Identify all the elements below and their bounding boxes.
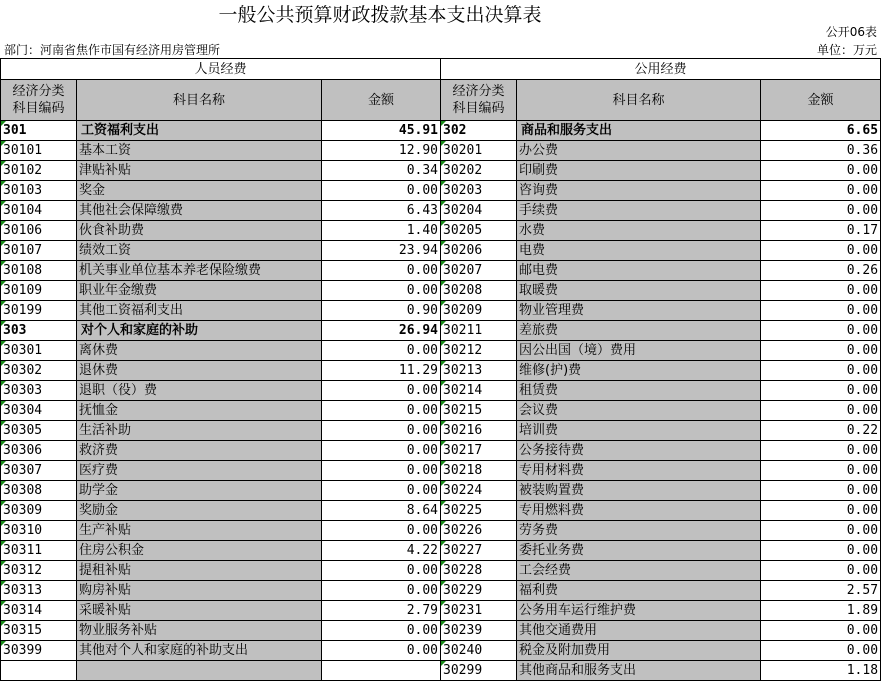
left-amount-cell[interactable]: 26.94 [322, 321, 441, 341]
right-code-cell[interactable]: 30225 [441, 501, 517, 521]
left-code-cell[interactable]: 30101 [1, 141, 77, 161]
table-row [1, 281, 881, 301]
code-header-text: 经济分类 科目编码 [12, 84, 65, 116]
table-row [1, 161, 881, 181]
right-amount-cell[interactable]: 0.00 [761, 181, 881, 201]
left-amount-cell[interactable]: 12.90 [322, 141, 441, 161]
left-code-cell[interactable]: 30309 [1, 501, 77, 521]
table-row [1, 641, 881, 661]
right-code-cell[interactable]: 30208 [441, 281, 517, 301]
group-header-row [1, 59, 881, 80]
right-name-cell[interactable]: 咨询费 [517, 181, 761, 201]
left-code-cell[interactable]: 301 [1, 121, 77, 141]
right-code-cell[interactable]: 30206 [441, 241, 517, 261]
right-amount-cell[interactable]: 0.26 [761, 261, 881, 281]
left-name-cell[interactable]: 其他对个人和家庭的补助支出 [77, 641, 322, 661]
code-header-text: 经济分类 科目编码 [452, 84, 505, 116]
left-amount-cell[interactable]: 0.00 [322, 561, 441, 581]
right-name-cell[interactable]: 培训费 [517, 421, 761, 441]
right-code-cell[interactable]: 30211 [441, 321, 517, 341]
table-row [1, 601, 881, 621]
table-row [1, 121, 881, 141]
left-name-cell[interactable]: 奖金 [77, 181, 322, 201]
table-row [1, 521, 881, 541]
right-code-header [441, 80, 517, 121]
left-amount-cell[interactable]: 6.43 [322, 201, 441, 221]
left-code-cell[interactable]: 30199 [1, 301, 77, 321]
right-amount-cell[interactable]: 0.00 [761, 381, 881, 401]
left-code-cell[interactable]: 303 [1, 321, 77, 341]
left-name-cell[interactable] [77, 661, 322, 681]
left-amount-cell[interactable]: 2.79 [322, 601, 441, 621]
left-code-cell[interactable]: 30307 [1, 461, 77, 481]
left-amount-cell[interactable]: 0.00 [322, 421, 441, 441]
right-code-cell[interactable]: 30215 [441, 401, 517, 421]
right-amount-cell[interactable]: 0.00 [761, 161, 881, 181]
table-row [1, 381, 881, 401]
left-name-cell[interactable]: 工资福利支出 [77, 121, 322, 141]
left-amount-cell[interactable]: 0.00 [322, 481, 441, 501]
left-code-cell[interactable]: 30107 [1, 241, 77, 261]
table-row [1, 441, 881, 461]
right-name-cell[interactable]: 商品和服务支出 [517, 121, 761, 141]
right-name-cell[interactable]: 邮电费 [517, 261, 761, 281]
left-amount-cell[interactable] [322, 661, 441, 681]
right-amount-cell[interactable]: 0.00 [761, 441, 881, 461]
left-name-cell[interactable]: 奖励金 [77, 501, 322, 521]
table-row [1, 581, 881, 601]
right-name-cell[interactable]: 福利费 [517, 581, 761, 601]
left-amount-cell[interactable]: 0.00 [322, 381, 441, 401]
table-row [1, 481, 881, 501]
right-name-cell[interactable]: 专用材料费 [517, 461, 761, 481]
table-row [1, 341, 881, 361]
left-name-cell[interactable]: 助学金 [77, 481, 322, 501]
table-row [1, 501, 881, 521]
right-code-cell[interactable]: 30203 [441, 181, 517, 201]
left-name-cell[interactable]: 生活补助 [77, 421, 322, 441]
left-code-cell[interactable]: 30302 [1, 361, 77, 381]
right-code-cell[interactable]: 30226 [441, 521, 517, 541]
right-name-cell[interactable]: 公务接待费 [517, 441, 761, 461]
right-amount-cell[interactable]: 0.00 [761, 201, 881, 221]
left-name-cell[interactable]: 退职（役）费 [77, 381, 322, 401]
right-name-cell[interactable]: 被装购置费 [517, 481, 761, 501]
right-amount-cell[interactable]: 0.00 [761, 341, 881, 361]
right-name-cell[interactable]: 维修(护)费 [517, 361, 761, 381]
left-code-cell[interactable]: 30314 [1, 601, 77, 621]
right-name-cell[interactable]: 因公出国（境）费用 [517, 341, 761, 361]
right-amount-cell[interactable]: 1.89 [761, 601, 881, 621]
table-row [1, 361, 881, 381]
right-amount-cell[interactable]: 0.00 [761, 621, 881, 641]
personnel-header: 人员经费 [1, 59, 441, 80]
right-name-cell[interactable]: 手续费 [517, 201, 761, 221]
left-amount-header: 金额 [322, 80, 441, 121]
left-code-cell[interactable]: 30308 [1, 481, 77, 501]
left-name-cell[interactable]: 津贴补贴 [77, 161, 322, 181]
left-name-cell[interactable]: 机关事业单位基本养老保险缴费 [77, 261, 322, 281]
left-name-cell[interactable]: 其他工资福利支出 [77, 301, 322, 321]
right-name-cell[interactable]: 工会经费 [517, 561, 761, 581]
left-code-cell[interactable]: 30311 [1, 541, 77, 561]
left-amount-cell[interactable]: 45.91 [322, 121, 441, 141]
left-amount-cell[interactable]: 4.22 [322, 541, 441, 561]
right-amount-cell[interactable]: 0.00 [761, 301, 881, 321]
left-name-cell[interactable]: 其他社会保障缴费 [77, 201, 322, 221]
right-amount-cell[interactable]: 0.36 [761, 141, 881, 161]
left-code-cell[interactable]: 30102 [1, 161, 77, 181]
left-name-cell[interactable]: 离休费 [77, 341, 322, 361]
table-row [1, 561, 881, 581]
left-name-cell[interactable]: 购房补贴 [77, 581, 322, 601]
left-code-cell[interactable]: 30103 [1, 181, 77, 201]
right-code-cell[interactable]: 30214 [441, 381, 517, 401]
left-amount-cell[interactable]: 0.00 [322, 181, 441, 201]
left-amount-cell[interactable]: 1.40 [322, 221, 441, 241]
right-amount-cell[interactable]: 2.57 [761, 581, 881, 601]
right-code-cell[interactable]: 30299 [441, 661, 517, 681]
left-name-cell[interactable]: 抚恤金 [77, 401, 322, 421]
left-name-cell[interactable]: 救济费 [77, 441, 322, 461]
table-row [1, 621, 881, 641]
left-code-cell[interactable] [1, 661, 77, 681]
table-row [1, 461, 881, 481]
right-amount-cell[interactable]: 0.22 [761, 421, 881, 441]
report-title: 一般公共预算财政拨款基本支出决算表 [218, 4, 542, 26]
left-name-cell[interactable]: 职业年金缴费 [77, 281, 322, 301]
left-code-cell[interactable]: 30305 [1, 421, 77, 441]
left-name-cell[interactable]: 住房公积金 [77, 541, 322, 561]
right-name-cell[interactable]: 差旅费 [517, 321, 761, 341]
left-code-cell[interactable]: 30313 [1, 581, 77, 601]
right-name-header: 科目名称 [517, 80, 761, 121]
right-code-cell[interactable]: 30205 [441, 221, 517, 241]
left-amount-cell[interactable]: 0.34 [322, 161, 441, 181]
left-code-cell[interactable]: 30306 [1, 441, 77, 461]
left-name-cell[interactable]: 生产补贴 [77, 521, 322, 541]
left-amount-cell[interactable]: 0.00 [322, 401, 441, 421]
left-amount-cell[interactable]: 0.00 [322, 461, 441, 481]
right-name-cell[interactable]: 租赁费 [517, 381, 761, 401]
left-amount-cell[interactable]: 0.00 [322, 441, 441, 461]
left-amount-cell[interactable]: 0.00 [322, 641, 441, 661]
left-code-cell[interactable]: 30106 [1, 221, 77, 241]
left-code-cell[interactable]: 30310 [1, 521, 77, 541]
right-name-cell[interactable]: 电费 [517, 241, 761, 261]
right-code-cell[interactable]: 30204 [441, 201, 517, 221]
unit-label: 单位：万元 [816, 43, 877, 57]
right-amount-cell[interactable]: 0.00 [761, 361, 881, 381]
table-number: 公开06表 [825, 25, 877, 39]
right-name-cell[interactable]: 会议费 [517, 401, 761, 421]
right-name-cell[interactable]: 物业管理费 [517, 301, 761, 321]
left-amount-cell[interactable]: 11.29 [322, 361, 441, 381]
right-amount-cell[interactable]: 0.00 [761, 401, 881, 421]
right-code-cell[interactable]: 30207 [441, 261, 517, 281]
right-name-cell[interactable]: 劳务费 [517, 521, 761, 541]
left-amount-cell[interactable]: 0.00 [322, 521, 441, 541]
left-amount-cell[interactable]: 0.00 [322, 281, 441, 301]
right-name-cell[interactable]: 委托业务费 [517, 541, 761, 561]
right-code-cell[interactable]: 30231 [441, 601, 517, 621]
table-row [1, 321, 881, 341]
left-code-cell[interactable]: 30315 [1, 621, 77, 641]
left-name-cell[interactable]: 伙食补助费 [77, 221, 322, 241]
right-name-cell[interactable]: 税金及附加费用 [517, 641, 761, 661]
table-row [1, 421, 881, 441]
department-label: 部门：河南省焦作市国有经济用房管理所 [4, 43, 221, 57]
right-code-cell[interactable]: 30239 [441, 621, 517, 641]
right-amount-cell[interactable]: 0.00 [761, 281, 881, 301]
public-header: 公用经费 [441, 59, 881, 80]
left-name-header: 科目名称 [77, 80, 322, 121]
left-name-cell[interactable]: 物业服务补贴 [77, 621, 322, 641]
left-name-cell[interactable]: 基本工资 [77, 141, 322, 161]
left-code-cell[interactable]: 30108 [1, 261, 77, 281]
table-row [1, 221, 881, 241]
right-code-cell[interactable]: 30216 [441, 421, 517, 441]
right-amount-cell[interactable]: 1.18 [761, 661, 881, 681]
left-code-cell[interactable]: 30104 [1, 201, 77, 221]
right-amount-cell[interactable]: 0.00 [761, 481, 881, 501]
left-name-cell[interactable]: 采暖补贴 [77, 601, 322, 621]
left-amount-cell[interactable]: 0.00 [322, 581, 441, 601]
right-code-cell[interactable]: 30229 [441, 581, 517, 601]
right-amount-header: 金额 [761, 80, 881, 121]
right-amount-cell[interactable]: 0.00 [761, 321, 881, 341]
right-amount-cell[interactable]: 0.00 [761, 241, 881, 261]
table-row [1, 301, 881, 321]
right-name-cell[interactable]: 公务用车运行维护费 [517, 601, 761, 621]
left-name-cell[interactable]: 对个人和家庭的补助 [77, 321, 322, 341]
right-code-cell[interactable]: 30228 [441, 561, 517, 581]
right-amount-cell[interactable]: 0.00 [761, 541, 881, 561]
table-row [1, 141, 881, 161]
column-header-row [1, 80, 881, 121]
table-row [1, 661, 881, 681]
right-code-cell[interactable]: 30224 [441, 481, 517, 501]
left-name-cell[interactable]: 退休费 [77, 361, 322, 381]
left-code-cell[interactable]: 30304 [1, 401, 77, 421]
table-row [1, 181, 881, 201]
right-amount-cell[interactable]: 0.00 [761, 501, 881, 521]
right-name-cell[interactable]: 其他交通费用 [517, 621, 761, 641]
right-code-cell[interactable]: 30212 [441, 341, 517, 361]
right-code-cell[interactable]: 30227 [441, 541, 517, 561]
left-amount-cell[interactable]: 23.94 [322, 241, 441, 261]
right-code-cell[interactable]: 30209 [441, 301, 517, 321]
left-code-cell[interactable]: 30303 [1, 381, 77, 401]
left-amount-cell[interactable]: 0.90 [322, 301, 441, 321]
table-row [1, 241, 881, 261]
right-amount-cell[interactable]: 6.65 [761, 121, 881, 141]
right-amount-cell[interactable]: 0.00 [761, 641, 881, 661]
expenditure-table [0, 58, 881, 681]
right-code-cell[interactable]: 30201 [441, 141, 517, 161]
left-code-header [1, 80, 77, 121]
right-amount-cell[interactable]: 0.00 [761, 461, 881, 481]
left-amount-cell[interactable]: 8.64 [322, 501, 441, 521]
left-name-cell[interactable]: 提租补贴 [77, 561, 322, 581]
right-name-cell[interactable]: 印刷费 [517, 161, 761, 181]
left-code-cell[interactable]: 30109 [1, 281, 77, 301]
right-amount-cell[interactable]: 0.17 [761, 221, 881, 241]
left-amount-cell[interactable]: 0.00 [322, 621, 441, 641]
right-amount-cell[interactable]: 0.00 [761, 521, 881, 541]
right-amount-cell[interactable]: 0.00 [761, 561, 881, 581]
left-amount-cell[interactable]: 0.00 [322, 261, 441, 281]
left-code-cell[interactable]: 30312 [1, 561, 77, 581]
right-code-cell[interactable]: 30202 [441, 161, 517, 181]
left-amount-cell[interactable]: 0.00 [322, 341, 441, 361]
table-row [1, 401, 881, 421]
left-code-cell[interactable]: 30399 [1, 641, 77, 661]
table-row [1, 541, 881, 561]
right-name-cell[interactable]: 办公费 [517, 141, 761, 161]
right-code-cell[interactable]: 30217 [441, 441, 517, 461]
left-code-cell[interactable]: 30301 [1, 341, 77, 361]
right-name-cell[interactable]: 其他商品和服务支出 [517, 661, 761, 681]
left-name-cell[interactable]: 医疗费 [77, 461, 322, 481]
right-code-cell[interactable]: 30218 [441, 461, 517, 481]
left-name-cell[interactable]: 绩效工资 [77, 241, 322, 261]
right-code-cell[interactable]: 30240 [441, 641, 517, 661]
table-row [1, 261, 881, 281]
right-code-cell[interactable]: 30213 [441, 361, 517, 381]
right-name-cell[interactable]: 水费 [517, 221, 761, 241]
table-row [1, 201, 881, 221]
right-code-cell[interactable]: 302 [441, 121, 517, 141]
right-name-cell[interactable]: 取暖费 [517, 281, 761, 301]
right-name-cell[interactable]: 专用燃料费 [517, 501, 761, 521]
